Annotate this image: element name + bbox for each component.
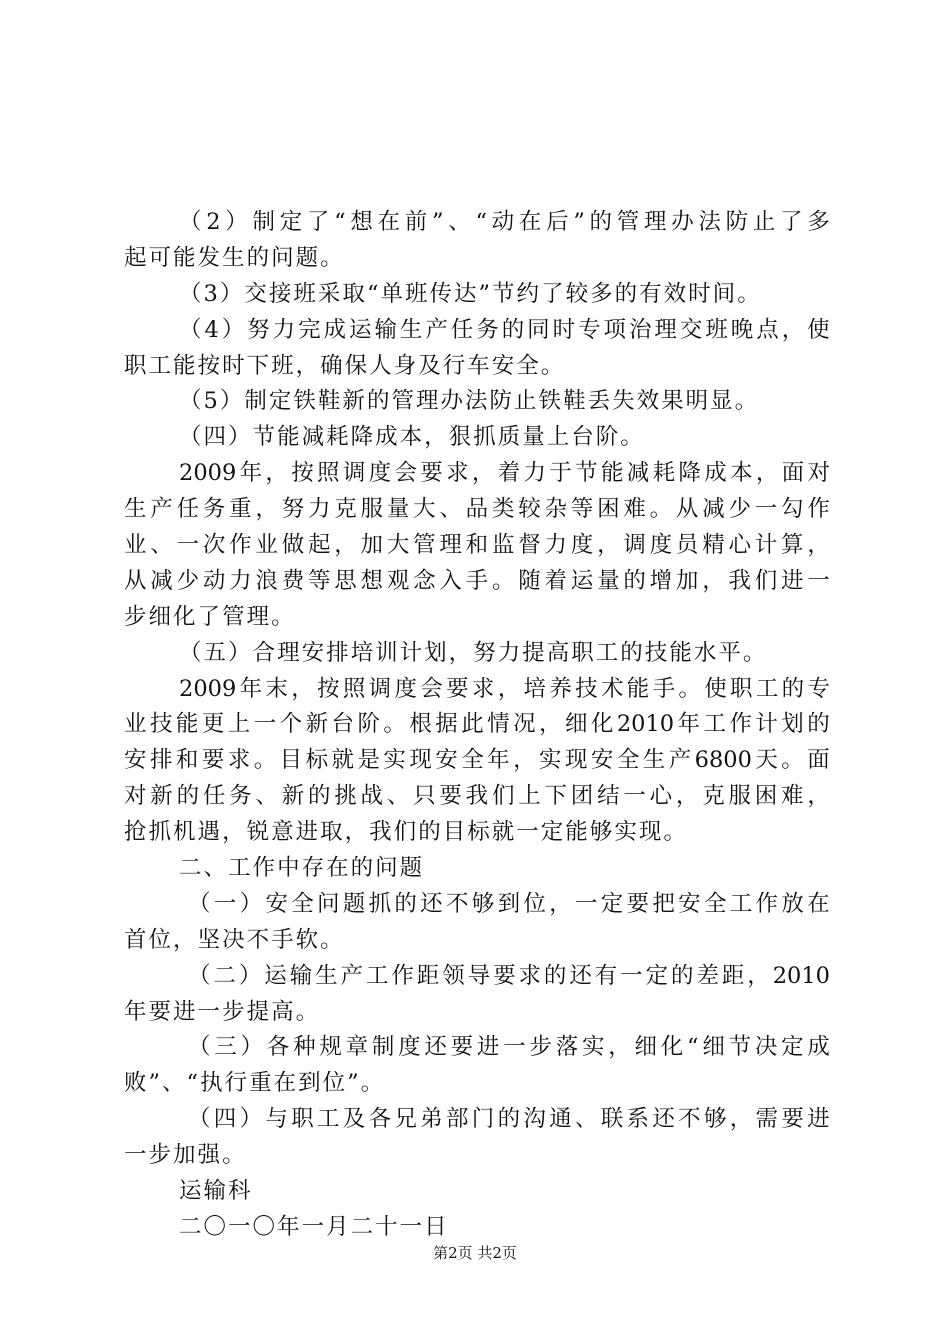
text-line: 年 要 进 一 步 提 高 。	[124, 998, 321, 1025]
text-line: （ 五 ） 合 理 安 排 培 训 计 划 ， 努 力 提 高 职 工 的 技 能 水 平 。	[179, 639, 768, 666]
text-line: （ 2 ） 制 定 了 “ 想 在 前 ” 、 “ 动 在 后 ” 的 管 理 办 法 防 止 了 多	[179, 209, 830, 235]
text-line: （ 3 ） 交 接 班 采 取 “ 单 班 传 达 ” 节 约 了 较 多 的 有 效 时 间 。	[179, 280, 762, 307]
text-line: （ 四 ） 与 职 工 及 各 兄 弟 部 门 的 沟 通 、 联 系 还 不 够 ， 需 要 进	[188, 1106, 830, 1133]
text-line: 2009 年 末 ， 按 照 调 度 会 要 求 ， 培 养 技 术 能 手 。 使 职 工 的 专	[179, 675, 830, 702]
text-line: （ 三 ） 各 种 规 章 制 度 还 要 进 一 步 落 实 ， 细 化 “ 细 节 决 定 成	[188, 1034, 830, 1061]
page-footer: 第2页 共2页	[433, 1244, 517, 1262]
text-line: 职 工 能 按 时 下 班 ， 确 保 人 身 及 行 车 安 全 。	[124, 352, 566, 379]
text-line: （ 4 ） 努 力 完 成 运 输 生 产 任 务 的 同 时 专 项 治 理 交 班 晚 点 ， 使	[179, 316, 830, 343]
text-line: 安 排 和 要 求 。 目 标 就 是 实 现 安 全 年 ， 实 现 安 全 生 产 6800 天 。 面	[124, 747, 830, 774]
text-line: 败 ” 、 “ 执 行 重 在 到 位 ” 。	[124, 1070, 386, 1097]
text-line: （ 二 ） 运 输 生 产 工 作 距 领 导 要 求 的 还 有 一 定 的 差 距 ， 2010	[188, 962, 830, 989]
text-line: 步 细 化 了 管 理 。	[124, 603, 296, 630]
text-line: （ 一 ） 安 全 问 题 抓 的 还 不 够 到 位 ， 一 定 要 把 安 全 工 作 放 在	[188, 890, 830, 917]
text-line: 业 技 能 更 上 一 个 新 台 阶 。 根 据 此 情 况 ， 细 化 2010 年 工 作 计 划 的	[124, 711, 830, 738]
document-body	[124, 205, 830, 1246]
text-line: 生 产 任 务 重 ， 努 力 克 服 量 大 、 品 类 较 杂 等 困 难 。 从 减 少 一 勾 作	[124, 496, 830, 523]
text-line: 抢 抓 机 遇 ， 锐 意 进 取 ， 我 们 的 目 标 就 一 定 能 够 实 现 。	[124, 819, 688, 846]
text-line: 二 、 工 作 中 存 在 的 问 题	[179, 855, 425, 882]
text-line: （ 5 ） 制 定 铁 鞋 新 的 管 理 办 法 防 止 铁 鞋 丢 失 效 果 明 显 。	[179, 388, 760, 415]
text-line: （ 四 ） 节 能 减 耗 降 成 本 ， 狠 抓 质 量 上 台 阶 。	[179, 424, 645, 451]
text-line: 运 输 科	[179, 1178, 253, 1205]
text-line: 业 、 一 次 作 业 做 起 ， 加 大 管 理 和 监 督 力 度 ， 调 度 员 精 心 计 算 ，	[124, 532, 830, 559]
text-line: 起 可 能 发 生 的 问 题 。	[124, 244, 345, 271]
text-line: 一 步 加 强 。	[124, 1142, 247, 1169]
text-line: 首 位 ， 坚 决 不 手 软 。	[124, 926, 345, 953]
text-line: 对 新 的 任 务 、 新 的 挑 战 、 只 要 我 们 上 下 团 结 一 心 ， 克 服 困 难 ，	[124, 783, 830, 810]
text-line: 二 〇 一 〇 年 一 月 二 十 一 日	[179, 1213, 449, 1240]
text-line: 2009 年 ， 按 照 调 度 会 要 求 ， 着 力 于 节 能 减 耗 降 成 本 ， 面 对	[179, 460, 830, 487]
text-line: 从 减 少 动 力 浪 费 等 思 想 观 念 入 手 。 随 着 运 量 的 增 加 ， 我 们 进 一	[124, 567, 830, 594]
